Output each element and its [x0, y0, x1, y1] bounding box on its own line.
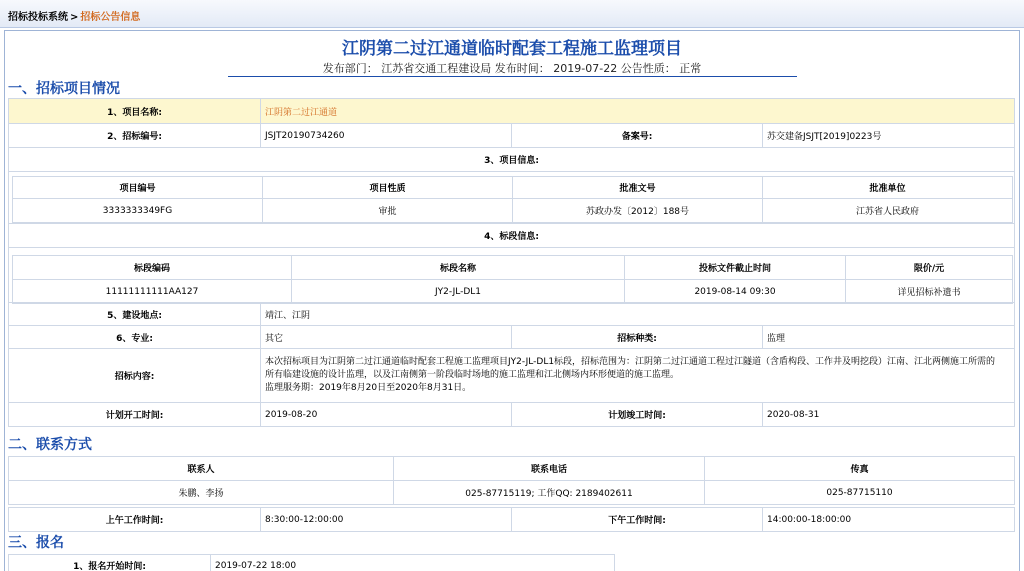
breadcrumb — [8, 8, 140, 23]
pm-hours: 14:00:00-18:00:00 — [763, 508, 1015, 532]
column-header: 标段编码 — [13, 256, 292, 280]
table-row — [9, 481, 1015, 505]
planned-end: 2020-08-31 — [763, 403, 1015, 427]
table-row — [9, 99, 1015, 124]
table-row — [9, 224, 1015, 248]
table-row — [9, 555, 615, 571]
bid-content-line: 监理服务期：2019年8月20日至2020年8月31日。 — [265, 383, 472, 393]
table-row — [9, 148, 1015, 172]
table-row — [9, 326, 1015, 349]
table-header-row — [13, 256, 1013, 280]
table-cell: 3333333349FG — [13, 199, 263, 223]
field-label: 上午工作时间: — [9, 508, 261, 532]
field-label: 1、报名开始时间: — [9, 555, 211, 571]
table-row — [9, 403, 1015, 427]
column-header: 限价/元 — [846, 256, 1013, 280]
contact-phone: 025-87715119; 工作QQ: 2189402611 — [394, 481, 705, 505]
bid-content-line: 本次招标项目为江阴第二过江通道临时配套工程施工监理项目JY2-JL-DL1标段，招标范围为：江阴第二过江通道工程过江隧道（含盾构段、工作井及明挖段）江南、江北两侧施工所需的 — [265, 357, 996, 367]
table-cell: 2019-08-14 09:30 — [625, 280, 846, 304]
column-header: 项目性质 — [263, 177, 513, 199]
field-label: 5、建设地点: — [9, 303, 261, 326]
contact-fax: 025-87715110 — [705, 481, 1015, 505]
table-cell: 详见招标补遗书 — [846, 280, 1013, 304]
title-divider — [228, 76, 797, 77]
table-cell: 11111111111AA127 — [13, 280, 292, 304]
field-label: 备案号: — [512, 124, 763, 148]
registration-table — [8, 554, 615, 571]
column-header: 标段名称 — [292, 256, 625, 280]
field-label: 招标种类: — [512, 326, 763, 349]
column-header: 项目编号 — [13, 177, 263, 199]
table-cell: JY2-JL-DL1 — [292, 280, 625, 304]
table-row — [13, 280, 1013, 304]
bid-type: 监理 — [763, 326, 1015, 349]
column-header: 传真 — [705, 457, 1015, 481]
breadcrumb-separator: > — [70, 12, 79, 23]
table-cell: 苏政办发〔2012〕188号 — [513, 199, 763, 223]
bid-number: JSJT20190734260 — [261, 124, 512, 148]
section-info-table — [12, 255, 1013, 304]
column-header: 批准单位 — [763, 177, 1013, 199]
section-info-label: 4、标段信息: — [9, 224, 1015, 248]
table-header-row — [9, 457, 1015, 481]
table-cell: 江苏省人民政府 — [763, 199, 1013, 223]
section-heading-registration: 三、报名 — [8, 535, 64, 551]
bid-content — [261, 349, 1015, 403]
breadcrumb-root[interactable]: 招标投标系统 — [8, 12, 68, 23]
field-label: 6、专业: — [9, 326, 261, 349]
column-header: 联系人 — [9, 457, 394, 481]
bid-content-line: 所有临建设施的设计监理，以及江南侧第一阶段临时场地的施工监理和江北侧场内环形便道的施工监理。 — [265, 370, 680, 380]
column-header: 投标文件截止时间 — [625, 256, 846, 280]
contact-table — [8, 456, 1015, 505]
registration-start: 2019-07-22 18:00 — [211, 555, 615, 571]
table-cell: 审批 — [263, 199, 513, 223]
column-header: 联系电话 — [394, 457, 705, 481]
table-row — [9, 124, 1015, 148]
column-header: 批准文号 — [513, 177, 763, 199]
table-row — [9, 508, 1015, 532]
page-title: 江阴第二过江通道临时配套工程施工监理项目 — [342, 39, 682, 59]
table-row — [13, 199, 1013, 223]
location: 靖江、江阴 — [261, 303, 1015, 326]
field-label: 1、项目名称: — [9, 99, 261, 124]
field-label: 招标内容: — [9, 349, 261, 403]
breadcrumb-bar — [0, 0, 1024, 28]
project-info-label: 3、项目信息: — [9, 148, 1015, 172]
planned-start: 2019-08-20 — [261, 403, 512, 427]
table-header-row — [13, 177, 1013, 199]
field-label: 计划竣工时间: — [512, 403, 763, 427]
breadcrumb-current: 招标公告信息 — [80, 12, 141, 23]
field-label: 计划开工时间: — [9, 403, 261, 427]
specialty: 其它 — [261, 326, 512, 349]
section-heading-project: 一、招标项目情况 — [8, 81, 120, 97]
publish-info: 发布部门： 江苏省交通工程建设局 发布时间： 2019-07-22 公告性质： 正常 — [322, 62, 702, 75]
section-heading-contact: 二、联系方式 — [8, 437, 92, 453]
project-info-table — [12, 176, 1013, 223]
contact-person: 朱鹏、李扬 — [9, 481, 394, 505]
am-hours: 8:30:00-12:00:00 — [261, 508, 512, 532]
field-label: 下午工作时间: — [512, 508, 763, 532]
project-name: 江阴第二过江通道 — [261, 99, 1015, 124]
work-hours-table — [8, 507, 1015, 532]
table-row — [9, 303, 1015, 326]
record-number: 苏交建备JSJT[2019]0223号 — [763, 124, 1015, 148]
field-label: 2、招标编号: — [9, 124, 261, 148]
table-row — [9, 349, 1015, 403]
